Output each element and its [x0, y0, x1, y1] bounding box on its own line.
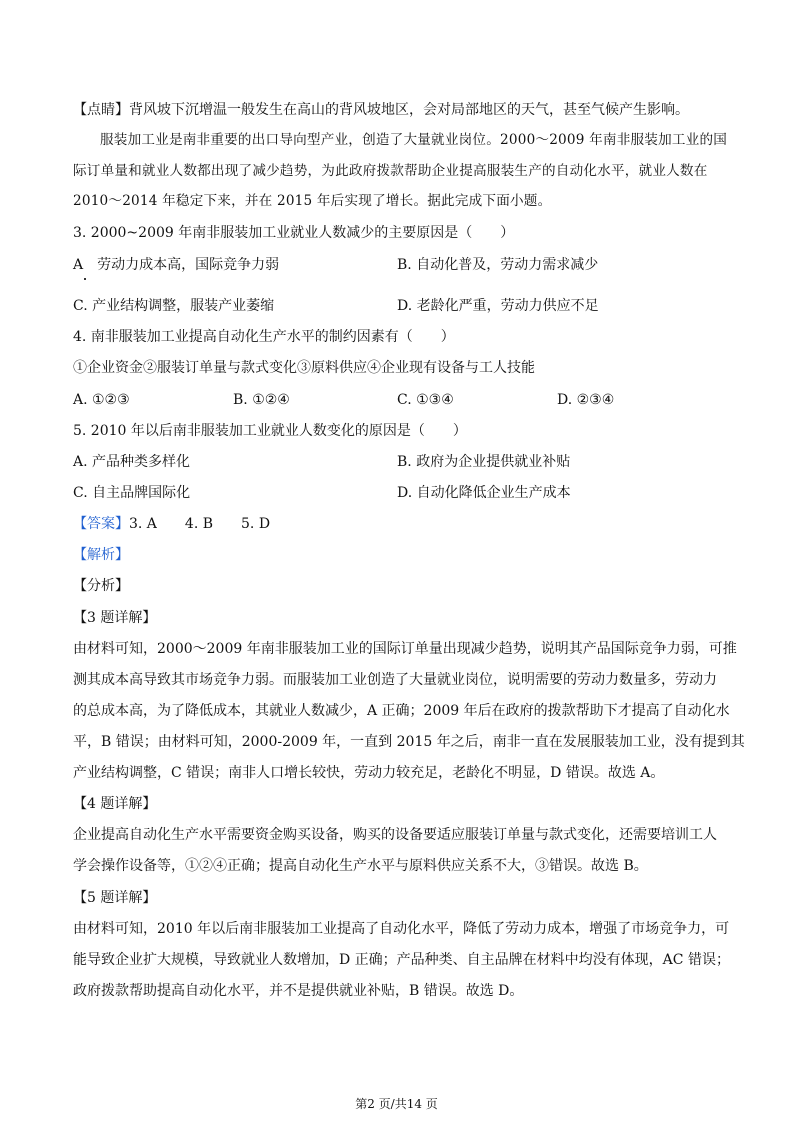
note-line — [73, 101, 689, 119]
answer-tag: 【答案】 — [73, 516, 129, 532]
q4-stem: 4. 南非服装加工业提高自动化生产水平的制约因素有（ ） — [73, 329, 455, 345]
q4-factors: ①企业资金②服装订单量与款式变化③原料供应④企业现有设备与工人技能 — [73, 360, 535, 376]
detail3-tag: 【3 题详解】 — [73, 610, 157, 626]
passage-line-1: 服装加工业是南非重要的出口导向型产业，创造了大量就业岗位。2000～2009 年南非服装加工业的国 — [100, 132, 728, 148]
detail5-line-2: 能导致企业扩大规模，导致就业人数增加，D 正确；产品种类、自主品牌在材料中均没有体现，AC 错误； — [73, 952, 730, 968]
note-tag: 【点睛】 — [73, 102, 129, 118]
answer-line — [73, 515, 270, 533]
q3-option-d: D. 老龄化严重，劳动力供应不足 — [397, 298, 599, 314]
q5-option-b: B. 政府为企业提供就业补贴 — [397, 454, 571, 470]
q4-option-a: A. ①②③ — [73, 392, 130, 408]
detail5-line-1: 由材料可知，2010 年以后南非服装加工业提高了自动化水平，降低了劳动力成本，增强了市场竞争力，可 — [73, 921, 730, 937]
page-footer: 第2 页/共14 页 — [355, 1097, 438, 1111]
detail4-tag: 【4 题详解】 — [73, 796, 157, 812]
detail3-line-5: 产业结构调整，C 错误；南非人口增长较快，劳动力较充足，老龄化不明显，D 错误。故选 A。 — [73, 765, 665, 781]
detail4-line-1: 企业提高自动化生产水平需要资金购买设备，购买的设备要适应服装订单量与款式变化，还需要培训工人 — [73, 827, 717, 843]
q5-option-c: C. 自主品牌国际化 — [73, 485, 191, 501]
analysis-tag: 【解析】 — [73, 547, 129, 563]
answer-text: 3. A 4. B 5. D — [129, 516, 271, 532]
detail3-line-1: 由材料可知，2000～2009 年南非服装加工业的国际订单量出现减少趋势，说明其产品国际竞争力弱，可推 — [73, 641, 737, 657]
detail4-line-2: 学会操作设备等，①②④正确；提高自动化生产水平与原料供应关系不大，③错误。故选 B。 — [73, 858, 648, 874]
detail3-line-3: 的总成本高，为了降低成本，其就业人数减少，A 正确；2009 年后在政府的拨款帮助下才提高了自动化水 — [73, 703, 730, 719]
q3-option-b: B. 自动化普及，劳动力需求减少 — [397, 257, 599, 273]
note-text: 背风坡下沉增温一般发生在高山的背风坡地区，会对局部地区的天气，甚至气候产生影响。 — [129, 102, 689, 118]
q4-option-d: D. ②③④ — [557, 392, 615, 408]
passage-line-3: 2010～2014 年稳定下来，并在 2015 年后实现了增长。据此完成下面小题。 — [73, 193, 552, 209]
q5-option-a: A. 产品种类多样化 — [73, 454, 191, 470]
q4-option-b: B. ①②④ — [233, 392, 290, 408]
detail5-tag: 【5 题详解】 — [73, 890, 157, 906]
passage-line-2: 际订单量和就业人数都出现了减少趋势，为此政府拨款帮助企业提高服装生产的自动化水平，就业人数在 — [73, 163, 708, 179]
detail5-line-3: 政府拨款帮助提高自动化水平，并不是提供就业补贴，B 错误。故选 D。 — [73, 983, 524, 999]
stray-dot — [84, 278, 86, 280]
detail3-line-2: 测其成本高导致其市场竞争力弱。而服装加工业创造了大量就业岗位，说明需要的劳动力数量多，劳动力 — [73, 672, 717, 688]
q5-stem: 5. 2010 年以后南非服装加工业就业人数变化的原因是（ ） — [73, 423, 467, 439]
fenxi-tag: 【分析】 — [73, 578, 129, 594]
q4-option-c: C. ①③④ — [397, 392, 454, 408]
q3-stem: 3. 2000~2009 年南非服装加工业就业人数减少的主要原因是（ ） — [73, 225, 515, 241]
q3-option-c: C. 产业结构调整，服装产业萎缩 — [73, 298, 275, 314]
q5-option-d: D. 自动化降低企业生产成本 — [397, 485, 571, 501]
detail3-line-4: 平，B 错误；由材料可知，2000-2009 年，一直到 2015 年之后，南非一直在发展服装加工业，没有提到其 — [73, 734, 745, 750]
q3-option-a: A 劳动力成本高，国际竞争力弱 — [73, 257, 280, 273]
